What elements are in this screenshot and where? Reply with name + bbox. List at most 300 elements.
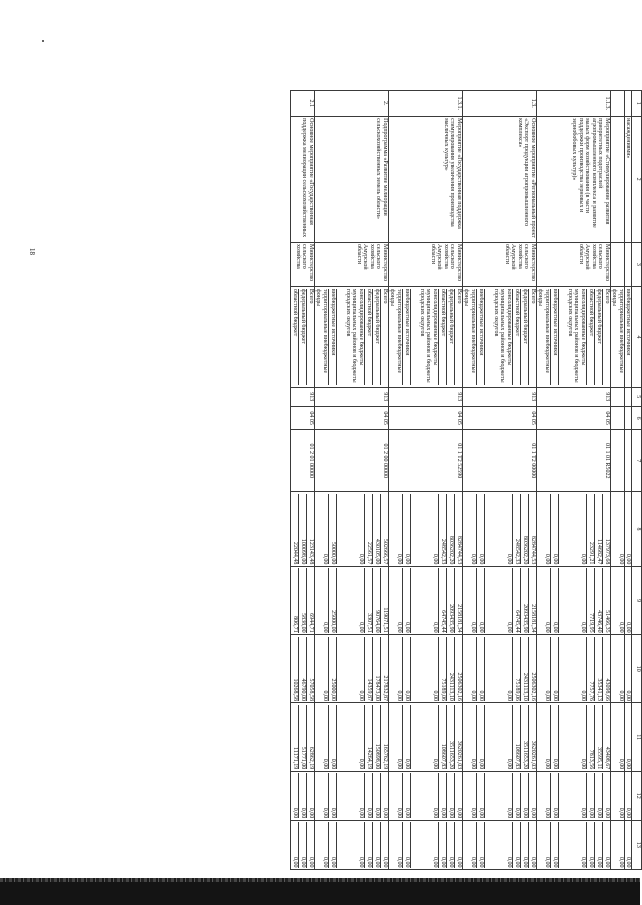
amount-column-cell (536, 635, 610, 703)
rotated-table-wrapper (112, 90, 642, 870)
amount-value: 0,00 (395, 758, 402, 770)
amount-column-cell (388, 771, 462, 820)
event-name-cell: Основное мероприятие «Государственная поддержка мелиорации сельскохозяйственных (290, 116, 314, 242)
amount-value: 0,00 (543, 553, 550, 565)
amount-column-cell (536, 703, 610, 771)
amount-column-cell (388, 635, 462, 703)
grbs-code-cell: 913 (388, 387, 462, 406)
rzpr-code-cell: 04 05 (536, 406, 610, 429)
amount-cell: 0,00 (624, 566, 631, 634)
amount-column-cell (314, 635, 388, 703)
grbs-code-cell: 913 (290, 387, 314, 406)
amount-value: 0,00 (321, 553, 328, 565)
amount-value: 0,00 (550, 494, 558, 565)
amount-value: 0,00 (328, 773, 336, 818)
amount-value: 50000,00 (328, 494, 336, 565)
amount-value: 0,00 (446, 773, 454, 818)
event-name-cell: Мероприятие «Государственная поддержка стимулирования увеличения производства масличных культур» (388, 116, 462, 242)
amount-value: 3511653,20 (520, 705, 528, 769)
amount-value: 0,00 (512, 822, 520, 867)
amount-value: 0,00 (558, 568, 586, 632)
amount-cell: 0,00 (610, 820, 624, 869)
funding-source-label: Всего (528, 289, 536, 385)
event-name-cell: Мероприятие «Стимулирование развития приоритетных подотраслей агропромышленного комплекса и развитие малых форм хозяйствования (в части поддержки производства зерновых и зернобобовых культур)» (536, 116, 610, 242)
amount-value: 0,00 (410, 773, 438, 818)
amount-value: 0,00 (402, 822, 410, 867)
header-cell: 3 (632, 242, 642, 287)
funding-sources-cell (314, 287, 388, 387)
funding-source-label: областной бюджет (512, 289, 520, 385)
code-cell (624, 387, 631, 406)
funding-source-label: консолидированные бюджеты муниципальных районов и бюджеты городских округов (336, 289, 364, 385)
amount-value: 0,00 (484, 822, 512, 867)
amount-value: 0,00 (298, 822, 306, 867)
amount-value: 0,00 (558, 822, 586, 867)
funding-source-label: областной бюджет (438, 289, 446, 385)
rzpr-code-cell: 04 05 (462, 406, 536, 429)
amount-column-cell (290, 492, 314, 567)
amount-value: 0,00 (454, 773, 462, 818)
amount-value: 2431113,10 (446, 637, 454, 701)
amount-value: 35341,13 (594, 637, 602, 701)
amount-value: 22561,57 (364, 494, 372, 565)
grbs-code-cell: 913 (314, 387, 388, 406)
amount-column-cell (290, 820, 314, 869)
amount-value: 0,00 (543, 857, 550, 868)
rzpr-code-cell: 04 05 (314, 406, 388, 429)
amount-value: 0,00 (291, 857, 298, 868)
amount-value: 0,00 (476, 773, 484, 818)
amount-cell: 0,00 (610, 635, 624, 703)
amount-value: 0,00 (484, 494, 512, 565)
amount-value: 8036202,20 (446, 494, 454, 565)
row-number-cell (610, 91, 624, 117)
amount-value: 0,00 (328, 705, 336, 769)
funding-source-label: областной бюджет (364, 289, 372, 385)
amount-value: 0,00 (321, 758, 328, 770)
program-block-row (290, 91, 314, 870)
funding-source-label: Всего (602, 289, 610, 385)
amount-value: 7813,56 (586, 705, 594, 769)
amount-value: 2431113,10 (520, 637, 528, 701)
item-number-cell: 1.3. (462, 91, 536, 117)
amount-value: 3620261,03 (454, 705, 462, 769)
amount-value: 0,00 (550, 568, 558, 632)
program-block-row (314, 91, 388, 870)
amount-column-cell (462, 771, 536, 820)
amount-value: 119071,51 (380, 568, 388, 632)
funding-source-label: внебюджетные источники (550, 289, 558, 385)
amount-value: 0,00 (602, 773, 610, 818)
amount-value: 7757,76 (586, 637, 594, 701)
code-cell (610, 387, 624, 406)
executor-cell: Министерство сельского хозяйства Амурской области (388, 242, 462, 287)
csr-code-cell: 01 1 T2 00000 (462, 430, 536, 492)
executor-cell: Министерство сельского хозяйства Амурской области (314, 242, 388, 287)
amount-value: 0,00 (395, 690, 402, 701)
amount-value: 90764,00 (372, 568, 380, 632)
amount-value: 0,00 (336, 568, 364, 632)
amount-value: 2506302,16 (454, 637, 462, 701)
amount-value: 0,00 (395, 857, 402, 868)
amount-value: 0,00 (438, 822, 446, 867)
amount-cell: 0,00 (624, 820, 631, 869)
grbs-code-cell: 913 (462, 387, 536, 406)
rzpr-code-cell: 04 05 (290, 406, 314, 429)
amount-value: 123143,48 (306, 494, 314, 565)
amount-value: 0,00 (395, 807, 402, 819)
amount-value: 43746,40 (594, 568, 602, 632)
amount-value: 0,00 (336, 494, 364, 565)
amount-value: 248542,33 (512, 494, 520, 565)
amount-value: 35595,11 (594, 705, 602, 769)
amount-value: 0,00 (395, 622, 402, 633)
funding-source-cell: территориальные внебюджетные фонды (610, 287, 624, 387)
amount-value: 0,00 (476, 822, 484, 867)
amount-value: 3307,51 (364, 568, 372, 632)
amount-value: 2158181,34 (528, 568, 536, 632)
amount-value: 150898,00 (372, 705, 380, 769)
amount-cell: 0,00 (610, 771, 624, 820)
amount-value: 0,00 (446, 822, 454, 867)
amount-value: 0,00 (484, 705, 512, 769)
event-name-cell: Подпрограмма «Развитие мелиорации сельскохозяйственных земель области» (314, 116, 388, 242)
funding-source-label: федеральный бюджет (446, 289, 454, 385)
amount-value: 502666,57 (380, 494, 388, 565)
funding-sources-cell (462, 287, 536, 387)
header-cell: 5 (632, 387, 642, 406)
funding-sources-cell (290, 287, 314, 387)
amount-value: 25000,00 (328, 568, 336, 632)
amount-value: 10268,58 (291, 678, 298, 701)
funding-source-label: консолидированные бюджеты муниципальных районов и бюджеты городских округов (558, 289, 586, 385)
amount-column-cell (462, 635, 536, 703)
amount-value: 6944,71 (306, 568, 314, 632)
amount-value: 0,00 (558, 773, 586, 818)
amount-cell: 0,00 (624, 771, 631, 820)
amount-value: 806,71 (291, 616, 298, 633)
amount-column-cell (388, 703, 462, 771)
funding-source-label: территориальные внебюджетные фонды (537, 288, 550, 374)
amount-value: 0,00 (586, 773, 594, 818)
scanner-edge (0, 878, 640, 905)
funding-source-cell: внебюджетные источники (624, 287, 631, 387)
amount-column-cell (462, 820, 536, 869)
amount-column-cell (314, 703, 388, 771)
amount-value: 0,00 (410, 637, 438, 701)
amount-value: 64745,44 (438, 568, 446, 632)
executor-cell (610, 242, 624, 287)
amount-value: 0,00 (558, 637, 586, 701)
amount-value: 0,00 (543, 622, 550, 633)
amount-value: 57058,58 (306, 637, 314, 701)
code-cell (610, 406, 624, 429)
header-cell: 2 (632, 116, 642, 242)
amount-value: 0,00 (402, 705, 410, 769)
amount-value: 0,00 (380, 822, 388, 867)
amount-value: 165762,19 (380, 705, 388, 769)
header-cell: 8 (632, 492, 642, 567)
amount-value: 0,00 (558, 494, 586, 565)
amount-value: 0,00 (410, 494, 438, 565)
amount-column-cell (290, 703, 314, 771)
amount-value: 0,00 (402, 494, 410, 565)
amount-value: 0,00 (543, 758, 550, 770)
csr-code-cell: 01 1 T2 52590 (388, 430, 462, 492)
amount-value: 0,00 (410, 705, 438, 769)
executor-cell: Министерство сельского хозяйства (290, 242, 314, 287)
funding-source-label: внебюджетные источники (402, 289, 410, 385)
amount-column-cell (290, 771, 314, 820)
amount-value: 3620261,03 (528, 705, 536, 769)
amount-value: 46790,00 (298, 637, 306, 701)
amount-value: 0,00 (380, 773, 388, 818)
amount-value: 0,00 (520, 822, 528, 867)
amount-value: 0,00 (336, 822, 364, 867)
amount-value: 64745,44 (512, 568, 520, 632)
funding-source-label: Всего (380, 289, 388, 385)
amount-value: 0,00 (372, 822, 380, 867)
funding-source-label: Всего (306, 289, 314, 385)
amount-value: 14264,19 (364, 705, 372, 769)
funding-source-label: консолидированные бюджеты муниципальных районов и бюджеты городских округов (484, 289, 512, 385)
amount-value: 0,00 (291, 807, 298, 819)
amount-value: 43098,66 (602, 637, 610, 701)
amount-value: 2093435,90 (520, 568, 528, 632)
amount-column-cell (462, 492, 536, 567)
amount-value: 0,00 (454, 822, 462, 867)
amount-value: 0,00 (476, 705, 484, 769)
amount-value: 248542,33 (438, 494, 446, 565)
program-block-row (536, 91, 610, 870)
amount-column-cell (314, 771, 388, 820)
header-cell: 12 (632, 771, 642, 820)
amount-value: 430105,00 (372, 494, 380, 565)
amount-value: 0,00 (484, 773, 512, 818)
item-number-cell: 2. (314, 91, 388, 117)
amount-value: 0,00 (512, 773, 520, 818)
funding-source-label: областной бюджет (291, 288, 298, 337)
amount-value: 0,00 (550, 822, 558, 867)
header-cell: 6 (632, 406, 642, 429)
continuation-row (624, 91, 631, 870)
amount-value: 0,00 (543, 807, 550, 819)
amount-value: 22044,48 (291, 541, 298, 565)
amount-value: 8036202,20 (520, 494, 528, 565)
amount-value: 62862,19 (306, 705, 314, 769)
funding-source-label: областной бюджет (586, 289, 594, 385)
row-number-cell (624, 91, 631, 117)
amount-value: 114682,47 (594, 494, 602, 565)
amount-value: 0,00 (484, 568, 512, 632)
amount-value: 0,00 (550, 637, 558, 701)
amount-cell: 0,00 (624, 492, 631, 567)
amount-value: 0,00 (586, 822, 594, 867)
grbs-code-cell: 913 (536, 387, 610, 406)
amount-value: 0,00 (476, 568, 484, 632)
amount-value: 14359,87 (364, 637, 372, 701)
amount-value: 23291,21 (586, 494, 594, 565)
amount-value: 0,00 (520, 773, 528, 818)
amount-value: 43408,67 (602, 705, 610, 769)
funding-source-label: территориальные внебюджетные фонды (389, 288, 402, 374)
header-cell: 13 (632, 820, 642, 869)
event-name-cell (610, 116, 624, 242)
amount-value: 0,00 (469, 553, 476, 565)
amount-value: 100098,00 (298, 494, 306, 565)
amount-value: 0,00 (336, 705, 364, 769)
amount-value: 0,00 (528, 822, 536, 867)
amount-value: 8284744,53 (454, 494, 462, 565)
amount-column-cell (536, 566, 610, 634)
funding-source-label: внебюджетные источники (476, 289, 484, 385)
amount-value: 51771,00 (298, 705, 306, 769)
funding-source-label: территориальные внебюджетные фонды (463, 288, 476, 374)
amount-value: 0,00 (372, 773, 380, 818)
amount-value: 75189,06 (512, 637, 520, 701)
header-cell: 1 (632, 91, 642, 117)
amount-value: 0,00 (469, 622, 476, 633)
amount-value: 0,00 (402, 773, 410, 818)
amount-value: 0,00 (476, 494, 484, 565)
amount-value: 7719,95 (586, 568, 594, 632)
header-cell: 11 (632, 703, 642, 771)
funding-source-label: федеральный бюджет (298, 289, 306, 385)
header-cell: 10 (632, 635, 642, 703)
code-cell (610, 430, 624, 492)
code-cell (624, 430, 631, 492)
header-cell: 9 (632, 566, 642, 634)
amount-value: 0,00 (321, 857, 328, 868)
amount-column-cell (290, 635, 314, 703)
amount-value: 0,00 (321, 690, 328, 701)
amount-value: 0,00 (484, 637, 512, 701)
amount-value: 0,00 (298, 773, 306, 818)
program-block-row (462, 91, 536, 870)
amount-value: 8284744,53 (528, 494, 536, 565)
amount-column-cell (462, 703, 536, 771)
header-cell: 7 (632, 430, 642, 492)
event-name-cell: насаждениями» (624, 116, 631, 242)
executor-cell: Министерство сельского хозяйства Амурской области (536, 242, 610, 287)
amount-value: 0,00 (469, 758, 476, 770)
code-cell (624, 406, 631, 429)
amount-value: 0,00 (336, 773, 364, 818)
amount-column-cell (536, 492, 610, 567)
funding-source-label: территориальные внебюджетные фонды (315, 288, 328, 374)
amount-value: 2506302,16 (528, 637, 536, 701)
amount-value: 0,00 (306, 822, 314, 867)
amount-value: 217832,87 (380, 637, 388, 701)
funding-sources-cell (388, 287, 462, 387)
continuation-row (610, 91, 624, 870)
executor-cell (624, 242, 631, 287)
amount-value: 75189,06 (438, 637, 446, 701)
amount-value: 108607,83 (438, 705, 446, 769)
amount-value: 0,00 (328, 822, 336, 867)
table-header (632, 91, 642, 870)
amount-cell: 0,00 (610, 566, 624, 634)
amount-value: 0,00 (594, 773, 602, 818)
amount-value: 0,00 (395, 553, 402, 565)
amount-value: 0,00 (336, 637, 364, 701)
amount-column-cell (314, 492, 388, 567)
page-number: 18 (28, 248, 36, 255)
program-block-row (388, 91, 462, 870)
amount-value: 3511653,20 (446, 705, 454, 769)
amount-value: 0,00 (402, 568, 410, 632)
amount-cell: 0,00 (624, 703, 631, 771)
amount-value: 0,00 (306, 773, 314, 818)
funding-sources-cell (536, 287, 610, 387)
amount-cell: 0,00 (610, 492, 624, 567)
scan-speck (42, 40, 44, 42)
amount-column-cell (536, 820, 610, 869)
item-number-cell: 1.1.3. (536, 91, 610, 117)
amount-column-cell (388, 566, 462, 634)
table-body (290, 91, 631, 870)
header-row (632, 91, 642, 870)
amount-value: 0,00 (469, 857, 476, 868)
funding-source-label: консолидированные бюджеты муниципальных районов и бюджеты городских округов (410, 289, 438, 385)
funding-source-label: федеральный бюджет (594, 289, 602, 385)
amount-value: 137973,68 (602, 494, 610, 565)
amount-value: 5838,00 (298, 568, 306, 632)
executor-cell: Министерство сельского хозяйства Амурской области (462, 242, 536, 287)
amount-value: 0,00 (594, 822, 602, 867)
amount-value: 0,00 (410, 568, 438, 632)
amount-value: 0,00 (476, 637, 484, 701)
amount-value: 0,00 (469, 690, 476, 701)
csr-code-cell: 01 2 00 00000 (314, 430, 388, 492)
item-number-cell: 1.3.1. (388, 91, 462, 117)
amount-column-cell (314, 820, 388, 869)
funding-source-label: федеральный бюджет (372, 289, 380, 385)
amount-value: 0,00 (364, 822, 372, 867)
csr-code-cell: 01 1 01 R5022 (536, 430, 610, 492)
budget-table (290, 90, 642, 870)
amount-value: 25000,00 (328, 637, 336, 701)
amount-value: 0,00 (550, 773, 558, 818)
amount-column-cell (314, 566, 388, 634)
amount-value: 0,00 (321, 807, 328, 819)
amount-column-cell (290, 566, 314, 634)
amount-column-cell (536, 771, 610, 820)
amount-cell: 0,00 (624, 635, 631, 703)
amount-value: 2093435,90 (446, 568, 454, 632)
amount-value: 0,00 (364, 773, 372, 818)
funding-source-label: федеральный бюджет (520, 289, 528, 385)
amount-column-cell (388, 820, 462, 869)
funding-source-label: Всего (454, 289, 462, 385)
amount-value: 0,00 (321, 622, 328, 633)
csr-code-cell: 01 2 01 00000 (290, 430, 314, 492)
amount-column-cell (462, 566, 536, 634)
amount-value: 0,00 (402, 637, 410, 701)
amount-value: 108607,83 (512, 705, 520, 769)
amount-value: 0,00 (602, 822, 610, 867)
rzpr-code-cell: 04 05 (388, 406, 462, 429)
amount-value: 51466,35 (602, 568, 610, 632)
amount-value: 0,00 (558, 705, 586, 769)
header-cell: 4 (632, 287, 642, 387)
amount-value: 0,00 (528, 773, 536, 818)
item-number-cell: 2.1 (290, 91, 314, 117)
amount-value: 0,00 (550, 705, 558, 769)
amount-value: 2158181,34 (454, 568, 462, 632)
amount-value: 0,00 (438, 773, 446, 818)
amount-cell: 0,00 (610, 703, 624, 771)
